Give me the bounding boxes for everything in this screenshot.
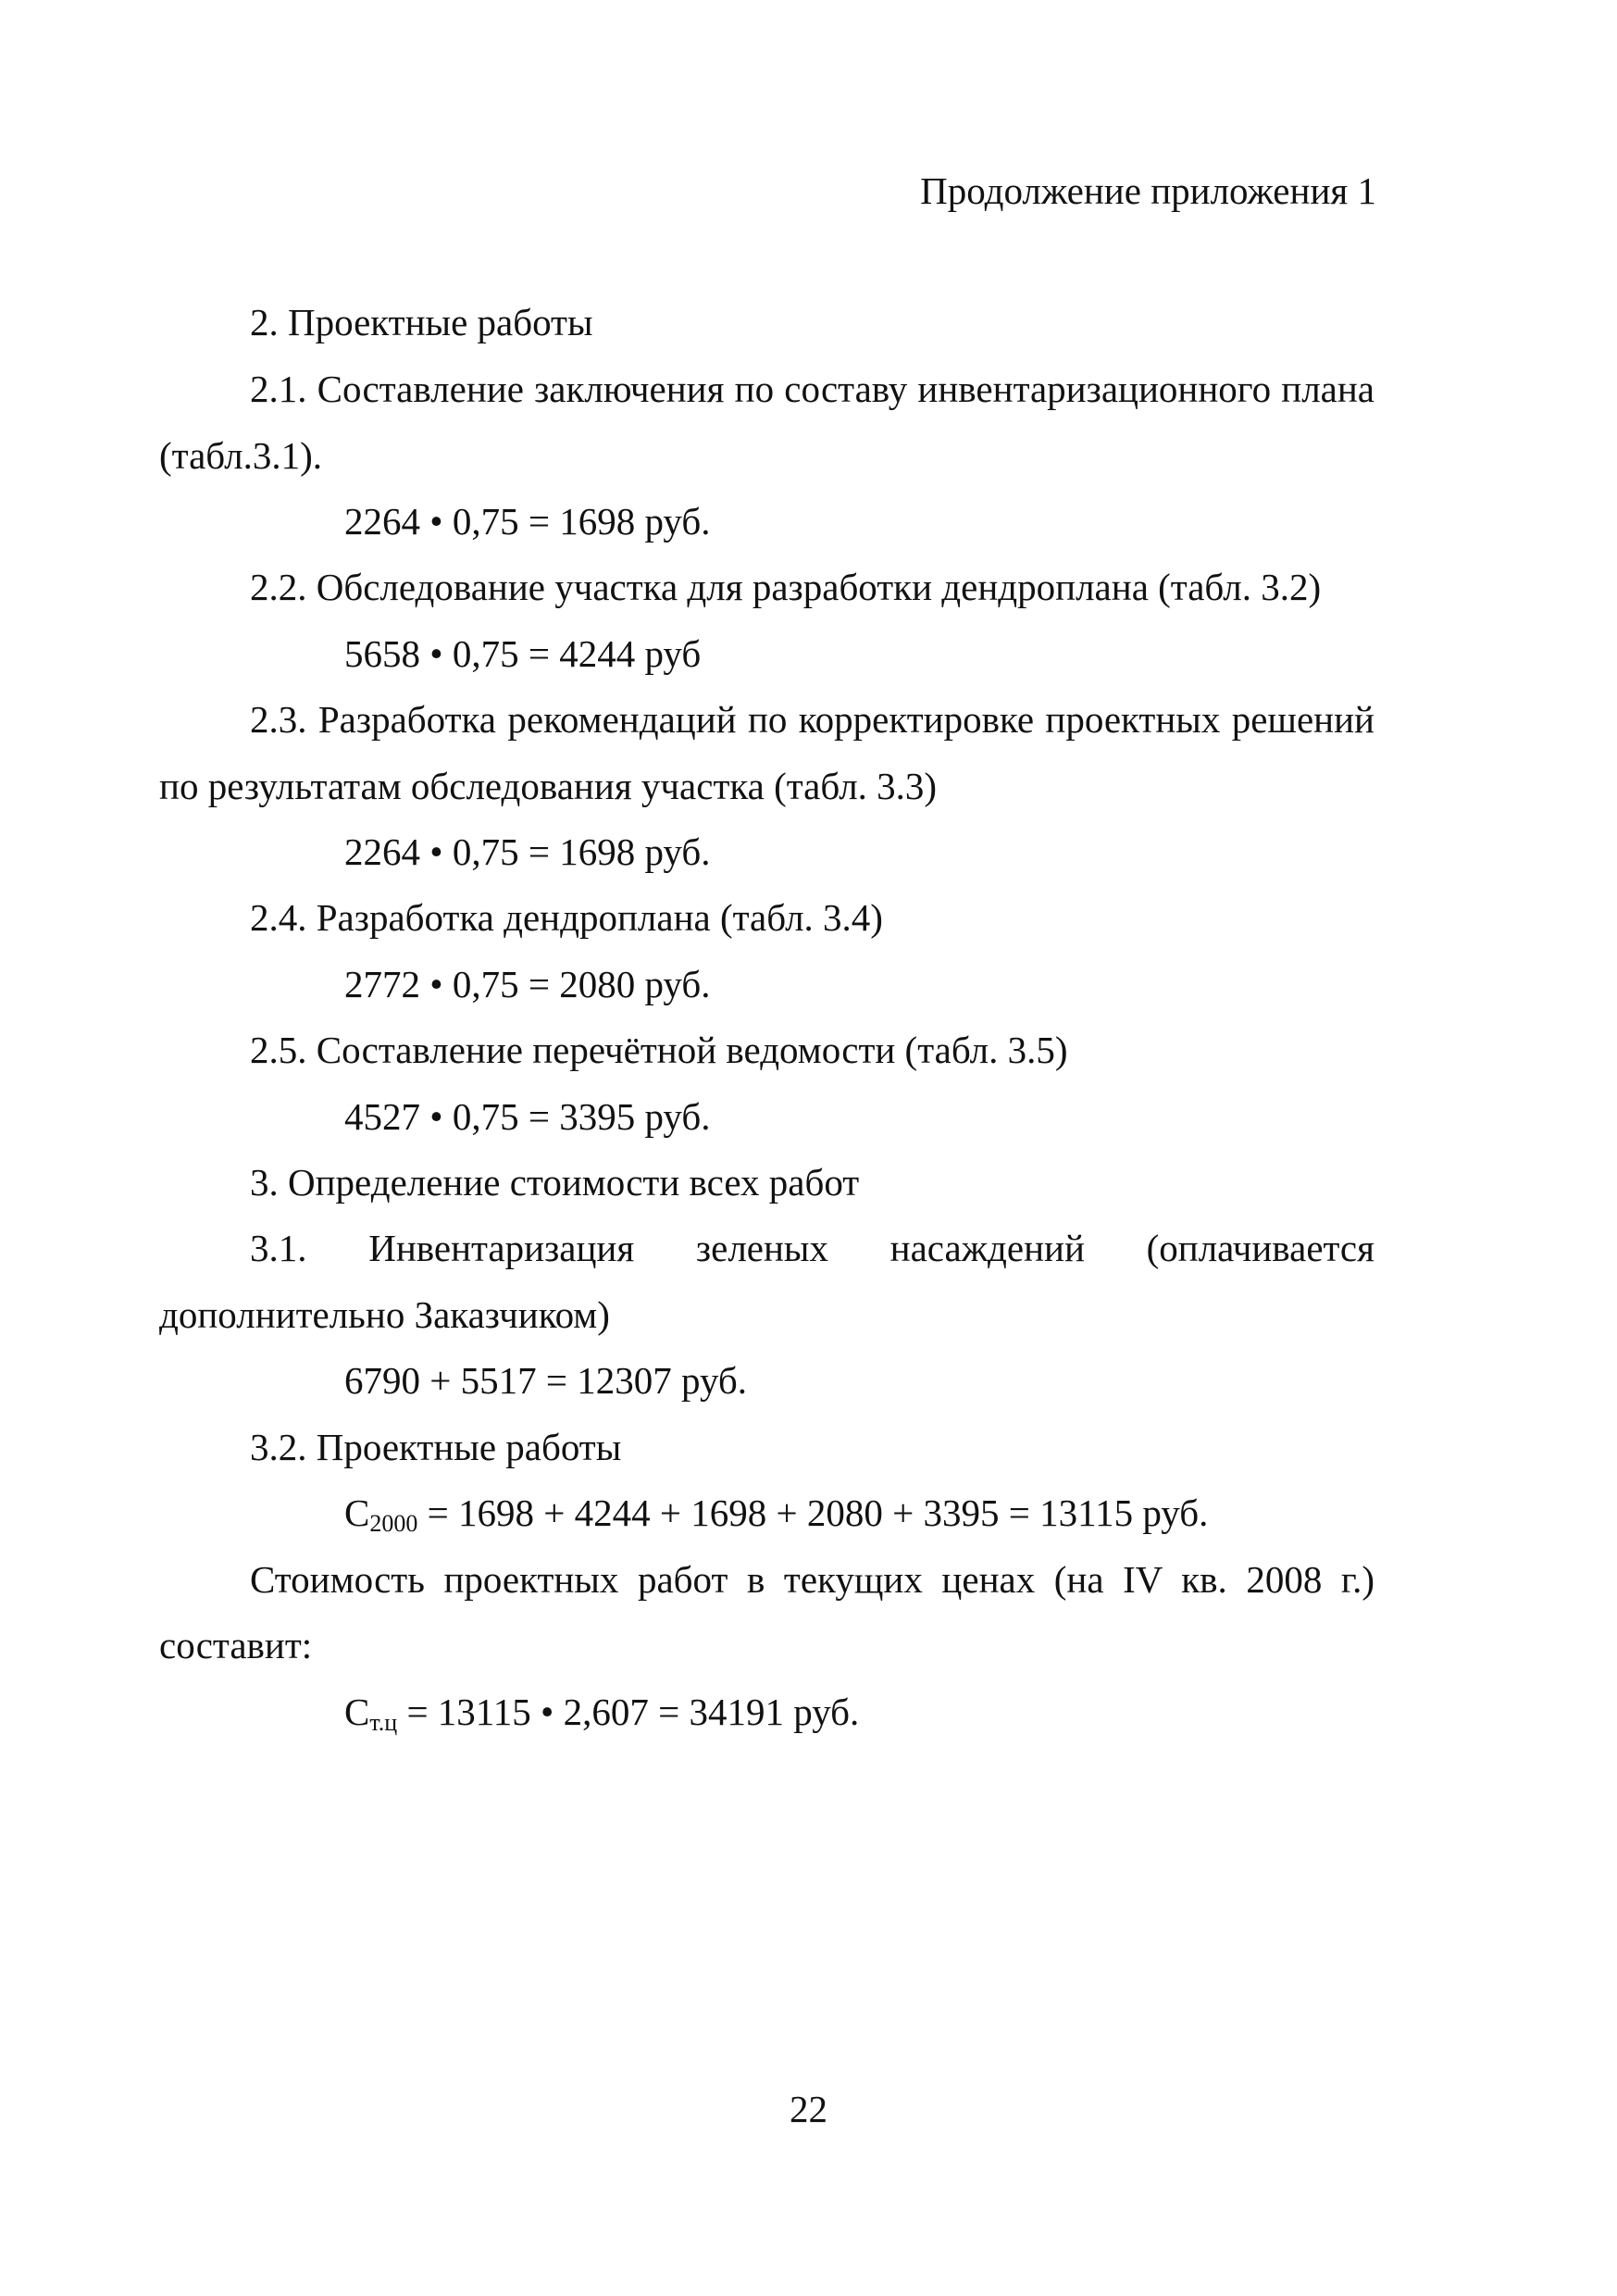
item-3-1-text: 3.1. Инвентаризация зеленых насаждений (оплачивается bbox=[250, 1227, 1374, 1269]
item-3-2-text: 3.2. Проектные работы bbox=[250, 1426, 622, 1468]
formula-2-1: 2264 • 0,75 = 1698 руб. bbox=[344, 500, 711, 543]
item-2-2-text: 2.2. Обследование участка для разработки дендроплана (табл. 3.2) bbox=[250, 566, 1322, 608]
formula-3-2-symbol: C bbox=[344, 1491, 370, 1534]
item-2-4-text: 2.4. Разработка дендроплана (табл. 3.4) bbox=[250, 896, 883, 939]
formula-2-5: 4527 • 0,75 = 3395 руб. bbox=[344, 1095, 711, 1138]
formula-2-2: 5658 • 0,75 = 4244 руб bbox=[344, 632, 702, 675]
cost-statement: Стоимость проектных работ в текущих ценах (на IV кв. 2008 г.) bbox=[250, 1558, 1374, 1601]
formula-3-2-expression: = 1698 + 4244 + 1698 + 2080 + 3395 = 13115 руб. bbox=[417, 1491, 1209, 1534]
continuation-header: Продолжение приложения 1 bbox=[920, 169, 1376, 212]
formula-current-prices-subscript: т.ц bbox=[369, 1709, 398, 1736]
item-2-3-text: 2.3. Разработка рекомендаций по корректировке проектных решений bbox=[250, 698, 1374, 741]
formula-3-2 bbox=[344, 1489, 1208, 1537]
item-2-5-text: 2.5. Составление перечётной ведомости (табл. 3.5) bbox=[250, 1029, 1068, 1071]
cost-statement-cont: составит: bbox=[159, 1624, 313, 1666]
formula-3-1: 6790 + 5517 = 12307 руб. bbox=[344, 1359, 748, 1402]
formula-current-prices bbox=[344, 1688, 859, 1736]
item-3-1-text-cont: дополнительно Заказчиком) bbox=[159, 1293, 610, 1336]
page-number: 22 bbox=[790, 2088, 827, 2130]
section-3-title: 3. Определение стоимости всех работ bbox=[250, 1161, 860, 1204]
formula-current-prices-expression: = 13115 • 2,607 = 34191 руб. bbox=[397, 1691, 860, 1733]
item-2-1-text-cont: (табл.3.1). bbox=[159, 434, 322, 477]
formula-2-4: 2772 • 0,75 = 2080 руб. bbox=[344, 963, 711, 1005]
item-2-3-text-cont: по результатам обследования участка (табл. 3.3) bbox=[159, 765, 938, 807]
section-2-title: 2. Проектные работы bbox=[250, 301, 593, 343]
item-2-1-text: 2.1. Составление заключения по составу инвентаризационного плана bbox=[250, 368, 1374, 410]
formula-current-prices-symbol: C bbox=[344, 1691, 370, 1733]
formula-2-3: 2264 • 0,75 = 1698 руб. bbox=[344, 830, 711, 873]
formula-3-2-subscript: 2000 bbox=[369, 1510, 418, 1537]
